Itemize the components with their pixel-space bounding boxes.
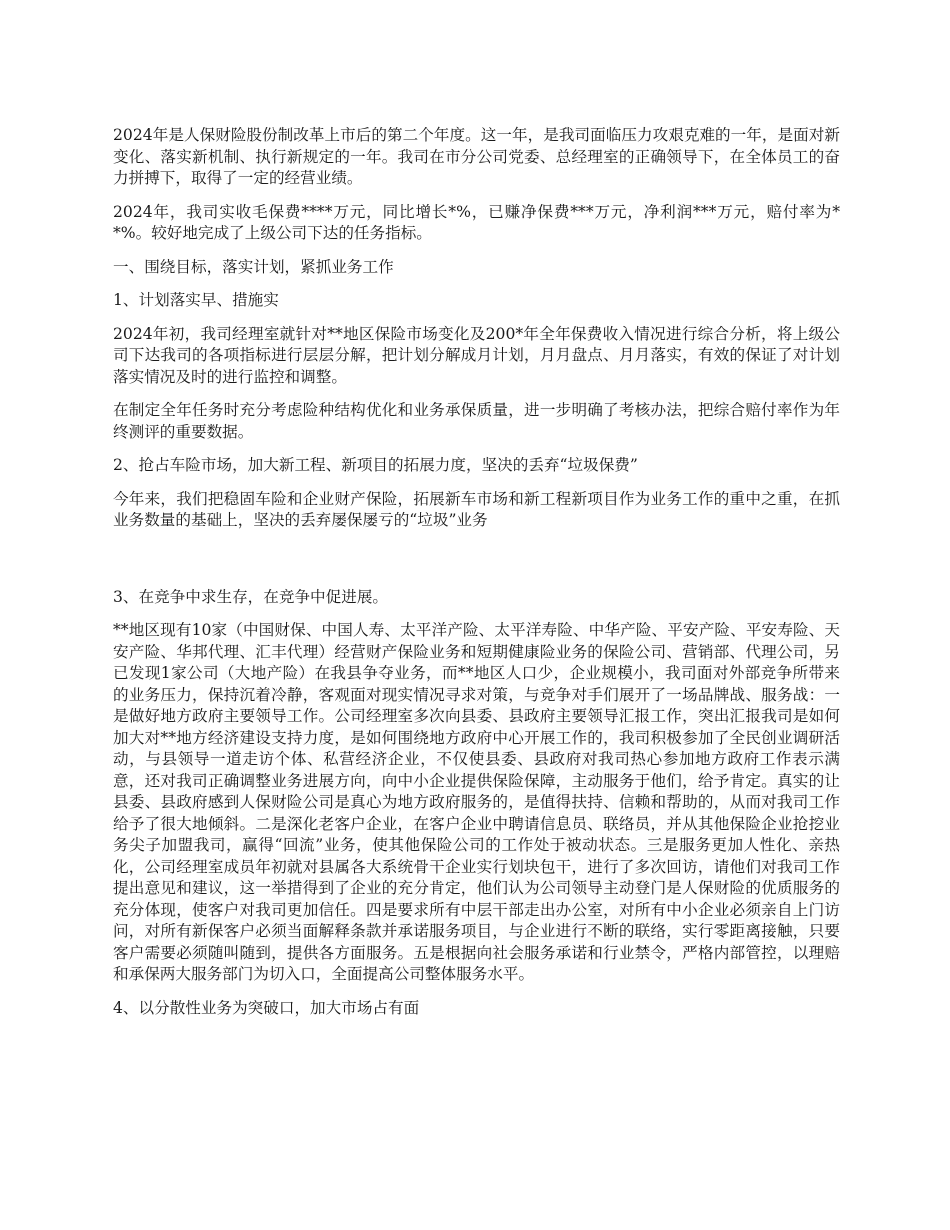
document-body: [113, 125, 840, 1031]
results-paragraph: 2024年，我司实收毛保费****万元，同比增长*%，已赚净保费***万元，净利润***万元，赔付率为**%。较好地完成了上级公司下达的任务指标。: [113, 202, 840, 242]
assessment-paragraph: 在制定全年任务时充分考虑险种结构优化和业务承保质量，进一步明确了考核办法，把综合赔付率作为年终测评的重要数据。: [113, 401, 840, 441]
vehicle-insurance-paragraph: 今年来，我们把稳固车险和企业财产保险，拓展新车市场和新工程新项目作为业务工作的重中之重，在抓业务数量的基础上，坚决的丢弃屡保屡亏的“垃圾”业务: [113, 489, 840, 529]
blank-space: [113, 544, 840, 587]
subheading-2: 2、抢占车险市场，加大新工程、新项目的拓展力度，坚决的丢弃“垃圾保费”: [113, 456, 638, 474]
section-heading-1: 一、围绕目标，落实计划，紧抓业务工作: [113, 257, 394, 276]
subheading-3: 3、在竞争中求生存，在竞争中促进展。: [113, 587, 389, 606]
competition-paragraph: **地区现有10家（中国财保、中国人寿、太平洋产险、太平洋寿险、中华产险、平安产险、平安寿险、天安产险、华邦代理、汇丰代理）经营财产保险业务和短期健康险业务的保险公司、营销部、代理公司，另已发现1家公司（大地产险）在我县争夺业务，而**地区人口少，企业规模小，我司面对外部竞争所带来的业务压力，保持沉着冷静，客观面对现实情况寻求对策，与竞争对手们展开了一场品牌战、服务战：一是做好地方政府主要领导工作。公司经理室多次向县委、县政府主要领导汇报工作，突出汇报我司是如何加大对**地方经济建设支持力度，是如何围绕地方政府中心开展工作的，我司积极参加了全民创业调研活动，与县领导一道走访个体、私营经济企业，不仅使县委、县政府对我司热心参加地方政府工作表示满意，还对我司正确调整业务进展方向，向中小企业提供保险保障，主动服务于他们，给予肯定。真实的让县委、县政府感到人保财险公司是真心为地方政府服务的，是值得扶持、信赖和帮助的，从而对我司工作给予了很大地倾斜。二是深化老客户企业，在客户企业中聘请信息员、联络员，并从其他保险企业抢挖业务尖子加盟我司，赢得“回流”业务，使其他保险公司的工作处于被动状态。三是服务更加人性化、亲热化，公司经理室成员年初就对县属各大系统骨干企业实行划块包干，进行了多次回访，请他们对我司工作提出意见和建议，这一举措得到了企业的充分肯定，他们认为公司领导主动登门是人保财险的优质服务的充分体现，使客户对我司更加信任。四是要求所有中层干部走出办公室，对所有中小企业必须亲自上门访问，对所有新保客户必须当面解释条款并承诺服务项目，与企业进行不断的联络，实行零距离接触，只要客户需要必须随叫随到，提供各方面服务。五是根据向社会服务承诺和行业禁令，严格内部管控，以理赔和承保两大服务部门为切入口，全面提高公司整体服务水平。: [113, 621, 840, 983]
subheading-1: 1、计划落实早、措施实: [113, 291, 279, 309]
plan-paragraph: 2024年初，我司经理室就针对**地区保险市场变化及200*年全年保费收入情况进行综合分析，将上级公司下达我司的各项指标进行层层分解，把计划分解成月计划，月月盘点、月月落实，有效的保证了对计划落实情况及时的进行监控和调整。: [113, 324, 840, 386]
intro-paragraph: 2024年是人保财险股份制改革上市后的第二个年度。这一年，是我司面临压力攻艰克难的一年，是面对新变化、落实新机制、执行新规定的一年。我司在市分公司党委、总经理室的正确领导下，在全体员工的奋力拼搏下，取得了一定的经营业绩。: [113, 126, 840, 187]
subheading-4: 4、以分散性业务为突破口，加大市场占有面: [113, 998, 420, 1017]
